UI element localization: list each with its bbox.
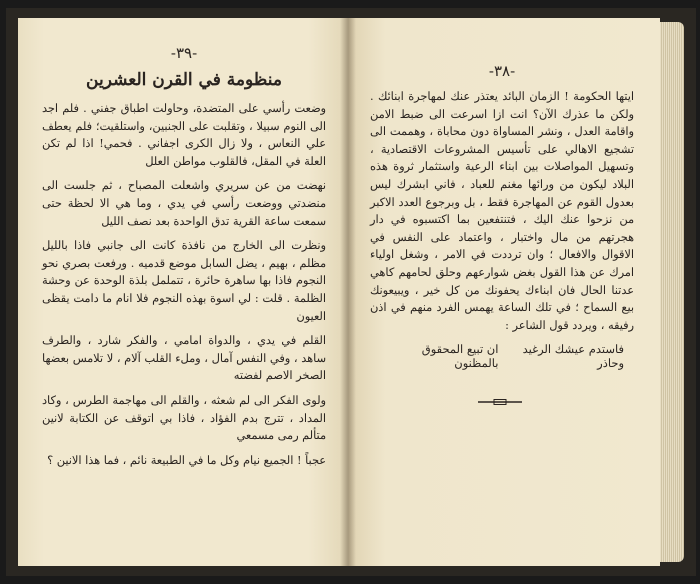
paragraph: عجباً ! الجميع نيام وكل ما في الطبيعة نائم ، فما هذا الانين ؟ bbox=[47, 453, 326, 467]
book-gutter bbox=[340, 18, 356, 566]
section-divider-ornament bbox=[478, 398, 522, 406]
paragraph: ايتها الحكومة ! الزمان البائد يعتذر عنك لمهاجرة ابنائك . ولكن ما عذرك الآن؟ انت ازا اسرعت الى ضبط الامن واقامة العدل ، ونشر المساواة دون محاباة ، وهممت الى تشجيع الاهالي على تأسيس المشروعات الاقتصادية ، وتسهيل المواصلات بين ابناء الرعية واستثمار ثروة هذه البلاد ليكون من ورائها مغنم للعباد ، فاني ابشرك ليس بعدول القوم عن المهاجرة فقط ، بل وبرجوع العدد الاكبر من نزحوا عنك اليك ، فتنتفعين بما اكتسبوه في دار هجرتهم من مال واختبار ، واعتماد على النفس في الاقوال والافعال ؛ وان ترددت في الامر ، وشغل اولياء امرك عن هذا القول بغض شوارعهم وحلق لحامهم كاهي عدتنا الحال فان ابناءك يحفونك من كل خير ، ويبيعونك بيع السماح ؛ في تلك الساعة يهمس الفرد منهم في اذن رفيقه ، ويردد قول الشاعر : bbox=[370, 90, 634, 332]
verse-second-hemistich: ان تبيع المحقوق بالمظنون bbox=[421, 342, 499, 371]
page-number: -٣٩- bbox=[170, 44, 198, 62]
paragraph: نهضت من عن سريري واشعلت المصباح ، ثم جلست الى منضدتي ووضعت رأسي في يدي ، وما هي الا لحظة حتى سمعت ساعة القرية تدق الواحدة بعد نصف الليل bbox=[42, 179, 326, 228]
chapter-title: منظومة في القرن العشرين bbox=[86, 70, 282, 90]
paragraph: وضعت رأسي على المتضدة، وحاولت اطباق جفني . فلم اجد الى النوم سبيلا ، وتقلبت على الجنبين، واستلقيت؛ فلم يعطف علي النعاس ، ولا زال الكرى اجفاني . فحمي! اذا لم تكن العلة في المقل، فالقلوب مواطن العلل bbox=[42, 102, 326, 168]
paragraph: ونظرت الى الخارج من نافذة كانت الى جانبي فاذا بالليل مظلم ، بهيم ، يضل السابل موضع قدميه . ورفعت بصري نحو النجوم فاذا بها ساهرة حائرة ، تتململ بلذة الوحدة عن وحشة الظلمة . قلت : لي اسوة بهذه النجوم فلا انام ما دامت يقظى العيون bbox=[42, 239, 326, 323]
paragraph: القلم في يدي ، والدواة امامي ، والفكر شارد ، والطرف ساهد ، وفي النفس آمال ، وملء القلب آلام ، لا تلامس بعضها الصخر الاصم لفضته bbox=[42, 334, 326, 383]
verse-first-hemistich: فاستدم عيشك الرغيد وحاذر bbox=[522, 342, 624, 371]
poem-verse bbox=[370, 342, 634, 370]
book-scan bbox=[6, 8, 696, 576]
page-number: -٣٨- bbox=[488, 62, 516, 80]
right-page bbox=[348, 18, 660, 566]
left-page bbox=[18, 18, 348, 566]
page-edges bbox=[660, 22, 684, 562]
paragraph: ولوى الفكر الى لم شعثه ، والقلم الى مهاجمة الطرس ، وكاد المداد ، تترج بدم الفؤاد ، فاذا بي اتوقف عن الكتابة لانين متألم رمى مسمعي bbox=[42, 393, 326, 443]
